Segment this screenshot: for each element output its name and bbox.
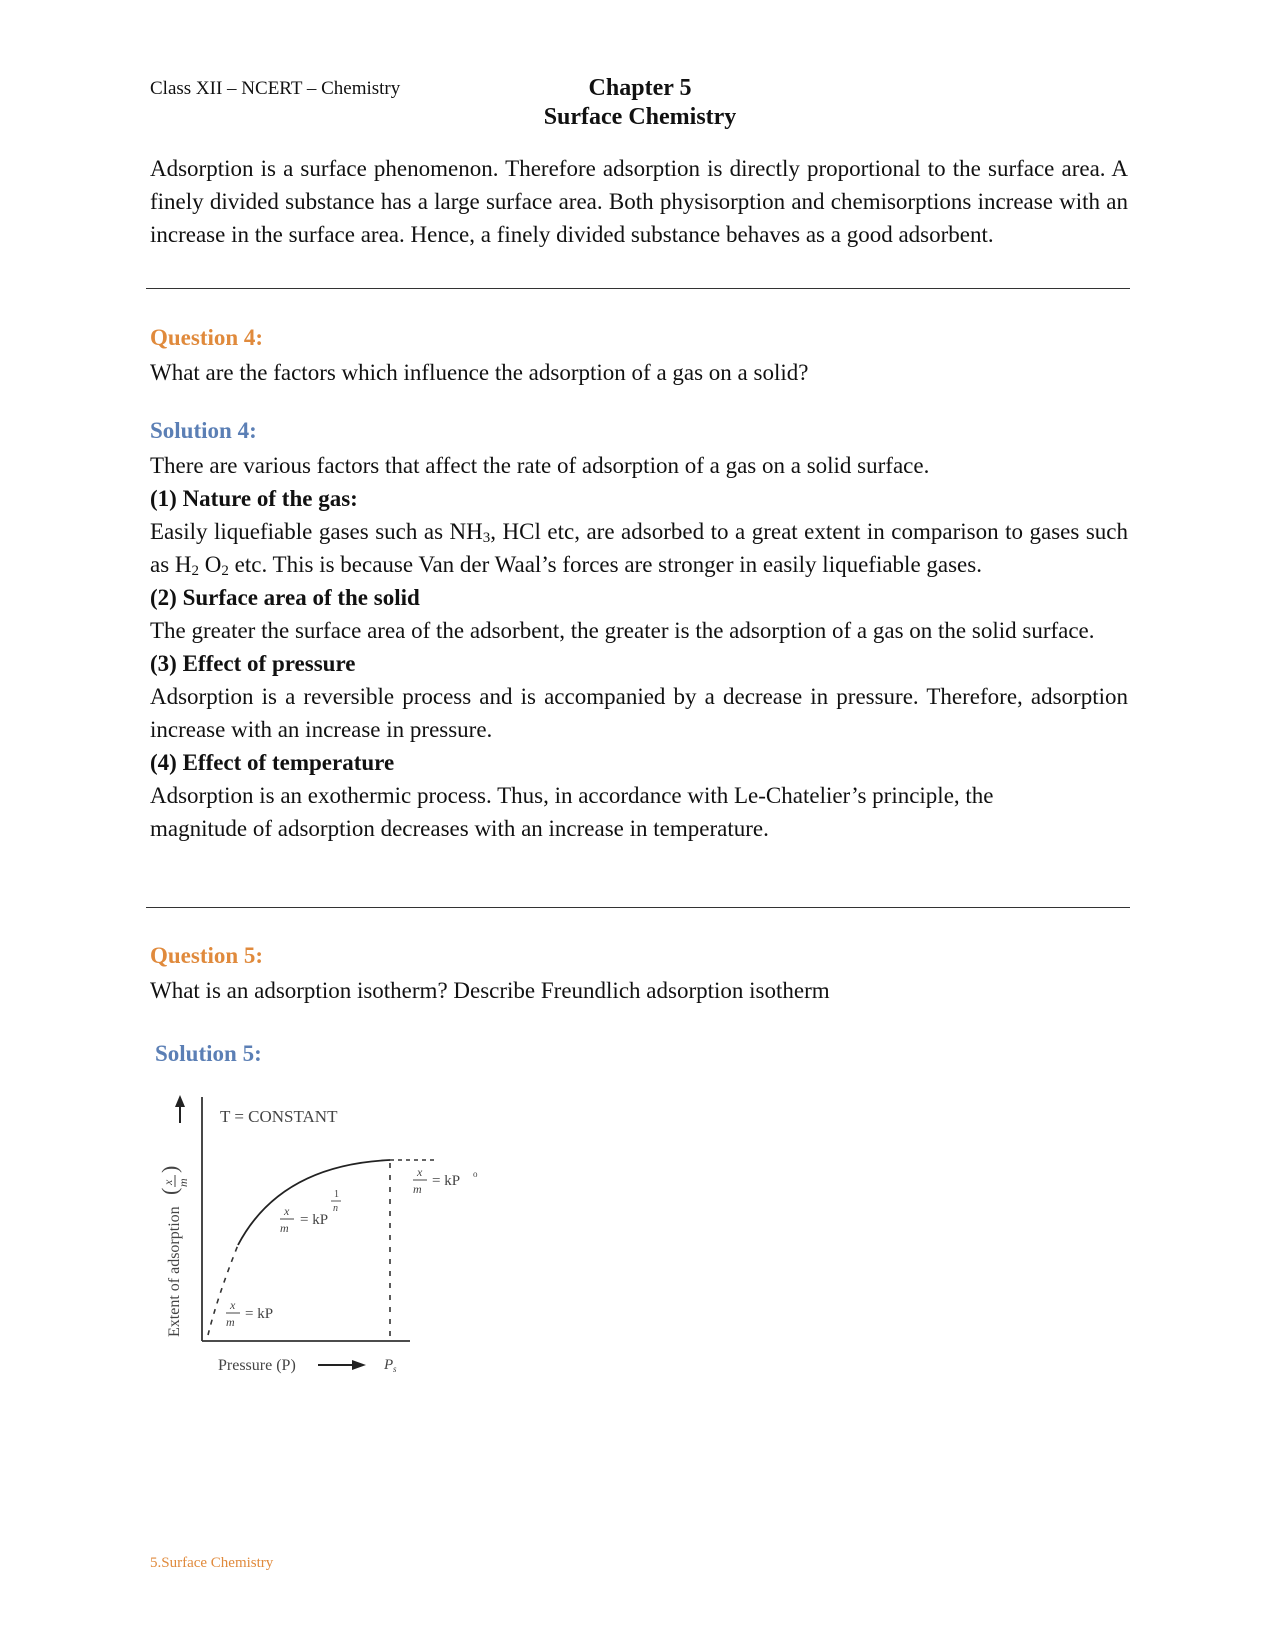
eq-mid-exp-numerator: 1 xyxy=(334,1189,339,1200)
eq-mid-numerator: x xyxy=(284,1204,290,1218)
intro-paragraph: Adsorption is a surface phenomenon. Therefore adsorption is directly proportional to the surface area. A finely divided substance has a large surface area. Both physisorption and chemisorptions increase with an increase in the surface area. Hence, a finely divided substance behaves as a good adsorbent. xyxy=(150,156,1128,247)
header-course: Class XII – NCERT – Chemistry xyxy=(150,78,401,99)
freundlich-isotherm-graph xyxy=(157,1095,520,1400)
x-arrow-head xyxy=(352,1360,366,1370)
factor-3-heading: (3) Effect of pressure xyxy=(150,651,356,676)
factor-3-text: Adsorption is a reversible process and is accompanied by a decrease in pressure. Therefore, adsorption increase with an increase in pressure. xyxy=(150,684,1128,742)
eq-high-numerator: x xyxy=(417,1165,423,1179)
chapter-title: Surface Chemistry xyxy=(543,104,737,130)
section-divider xyxy=(146,288,1130,289)
y-label-x: x xyxy=(161,1179,175,1185)
y-label-bracket-close: ) xyxy=(157,1165,182,1173)
equation-saturation xyxy=(413,1165,478,1196)
factor-1-text: Easily liquefiable gases such as $NH_3$, HCl etc, are adsorbed to a great extent in comparison to gases such as $H_2$ $O_2$ etc. This is because Van der Waal’s forces are stronger in easily liquefiable gases. xyxy=(150,519,1129,579)
eq-high-exponent: o xyxy=(473,1169,478,1179)
chapter-number: Chapter 5 xyxy=(588,75,692,101)
factor-4-text xyxy=(150,779,1128,845)
factor-4-line-2: magnitude of adsorption decreases with an increase in temperature. xyxy=(150,816,769,841)
eq-high-denominator: m xyxy=(413,1182,422,1196)
page-footer: 5.Surface Chemistry xyxy=(150,1555,274,1571)
eq-mid-exp-denominator: n xyxy=(333,1203,338,1214)
factor-4-heading: (4) Effect of temperature xyxy=(150,750,395,775)
equation-low-pressure xyxy=(226,1298,273,1329)
factor-2-text: The greater the surface area of the adsorbent, the greater is the adsorption of a gas on the solid surface. xyxy=(150,618,1095,643)
solution-4-intro: There are various factors that affect the rate of adsorption of a gas on a solid surface. xyxy=(150,453,930,478)
eq-mid-denominator: m xyxy=(280,1221,289,1235)
ps-subscript: s xyxy=(393,1364,397,1374)
graph-title: T = CONSTANT xyxy=(220,1107,338,1126)
x-axis-label: Pressure (P) xyxy=(218,1357,296,1374)
eq-low-denominator: m xyxy=(226,1315,235,1329)
y-label-bracket: ( xyxy=(157,1187,182,1195)
solution-5-label: Solution 5: xyxy=(155,1041,262,1066)
ps-label: P xyxy=(384,1357,394,1373)
equation-mid-pressure xyxy=(280,1189,341,1235)
question-5-text: What is an adsorption isotherm? Describe Freundlich adsorption isotherm xyxy=(150,978,830,1003)
y-axis-label-group xyxy=(157,1166,190,1337)
isotherm-curve xyxy=(238,1160,390,1245)
eq-low-rhs: = kP xyxy=(245,1306,274,1322)
factor-1-heading: (1) Nature of the gas: xyxy=(150,486,358,511)
y-label-m: m xyxy=(176,1178,190,1187)
question-4-text: What are the factors which influence the adsorption of a gas on a solid? xyxy=(150,360,809,385)
question-5-label: Question 5: xyxy=(150,943,264,968)
factor-2-heading: (2) Surface area of the solid xyxy=(150,585,420,610)
factor-4-line-1: Adsorption is an exothermic process. Thus, in accordance with Le-Chatelier’s principle, the xyxy=(150,783,994,808)
question-4-label: Question 4: xyxy=(150,325,264,350)
eq-mid-rhs: = kP xyxy=(300,1212,329,1228)
eq-high-rhs: = kP xyxy=(432,1173,461,1189)
chapter-heading xyxy=(480,74,800,132)
solution-4-label: Solution 4: xyxy=(150,418,257,443)
eq-low-numerator: x xyxy=(230,1298,236,1312)
section-divider xyxy=(146,907,1130,908)
solution-4-body xyxy=(150,449,1128,845)
y-axis-label: Extent of adsorption xyxy=(166,1206,183,1337)
y-arrow-head xyxy=(175,1095,185,1107)
